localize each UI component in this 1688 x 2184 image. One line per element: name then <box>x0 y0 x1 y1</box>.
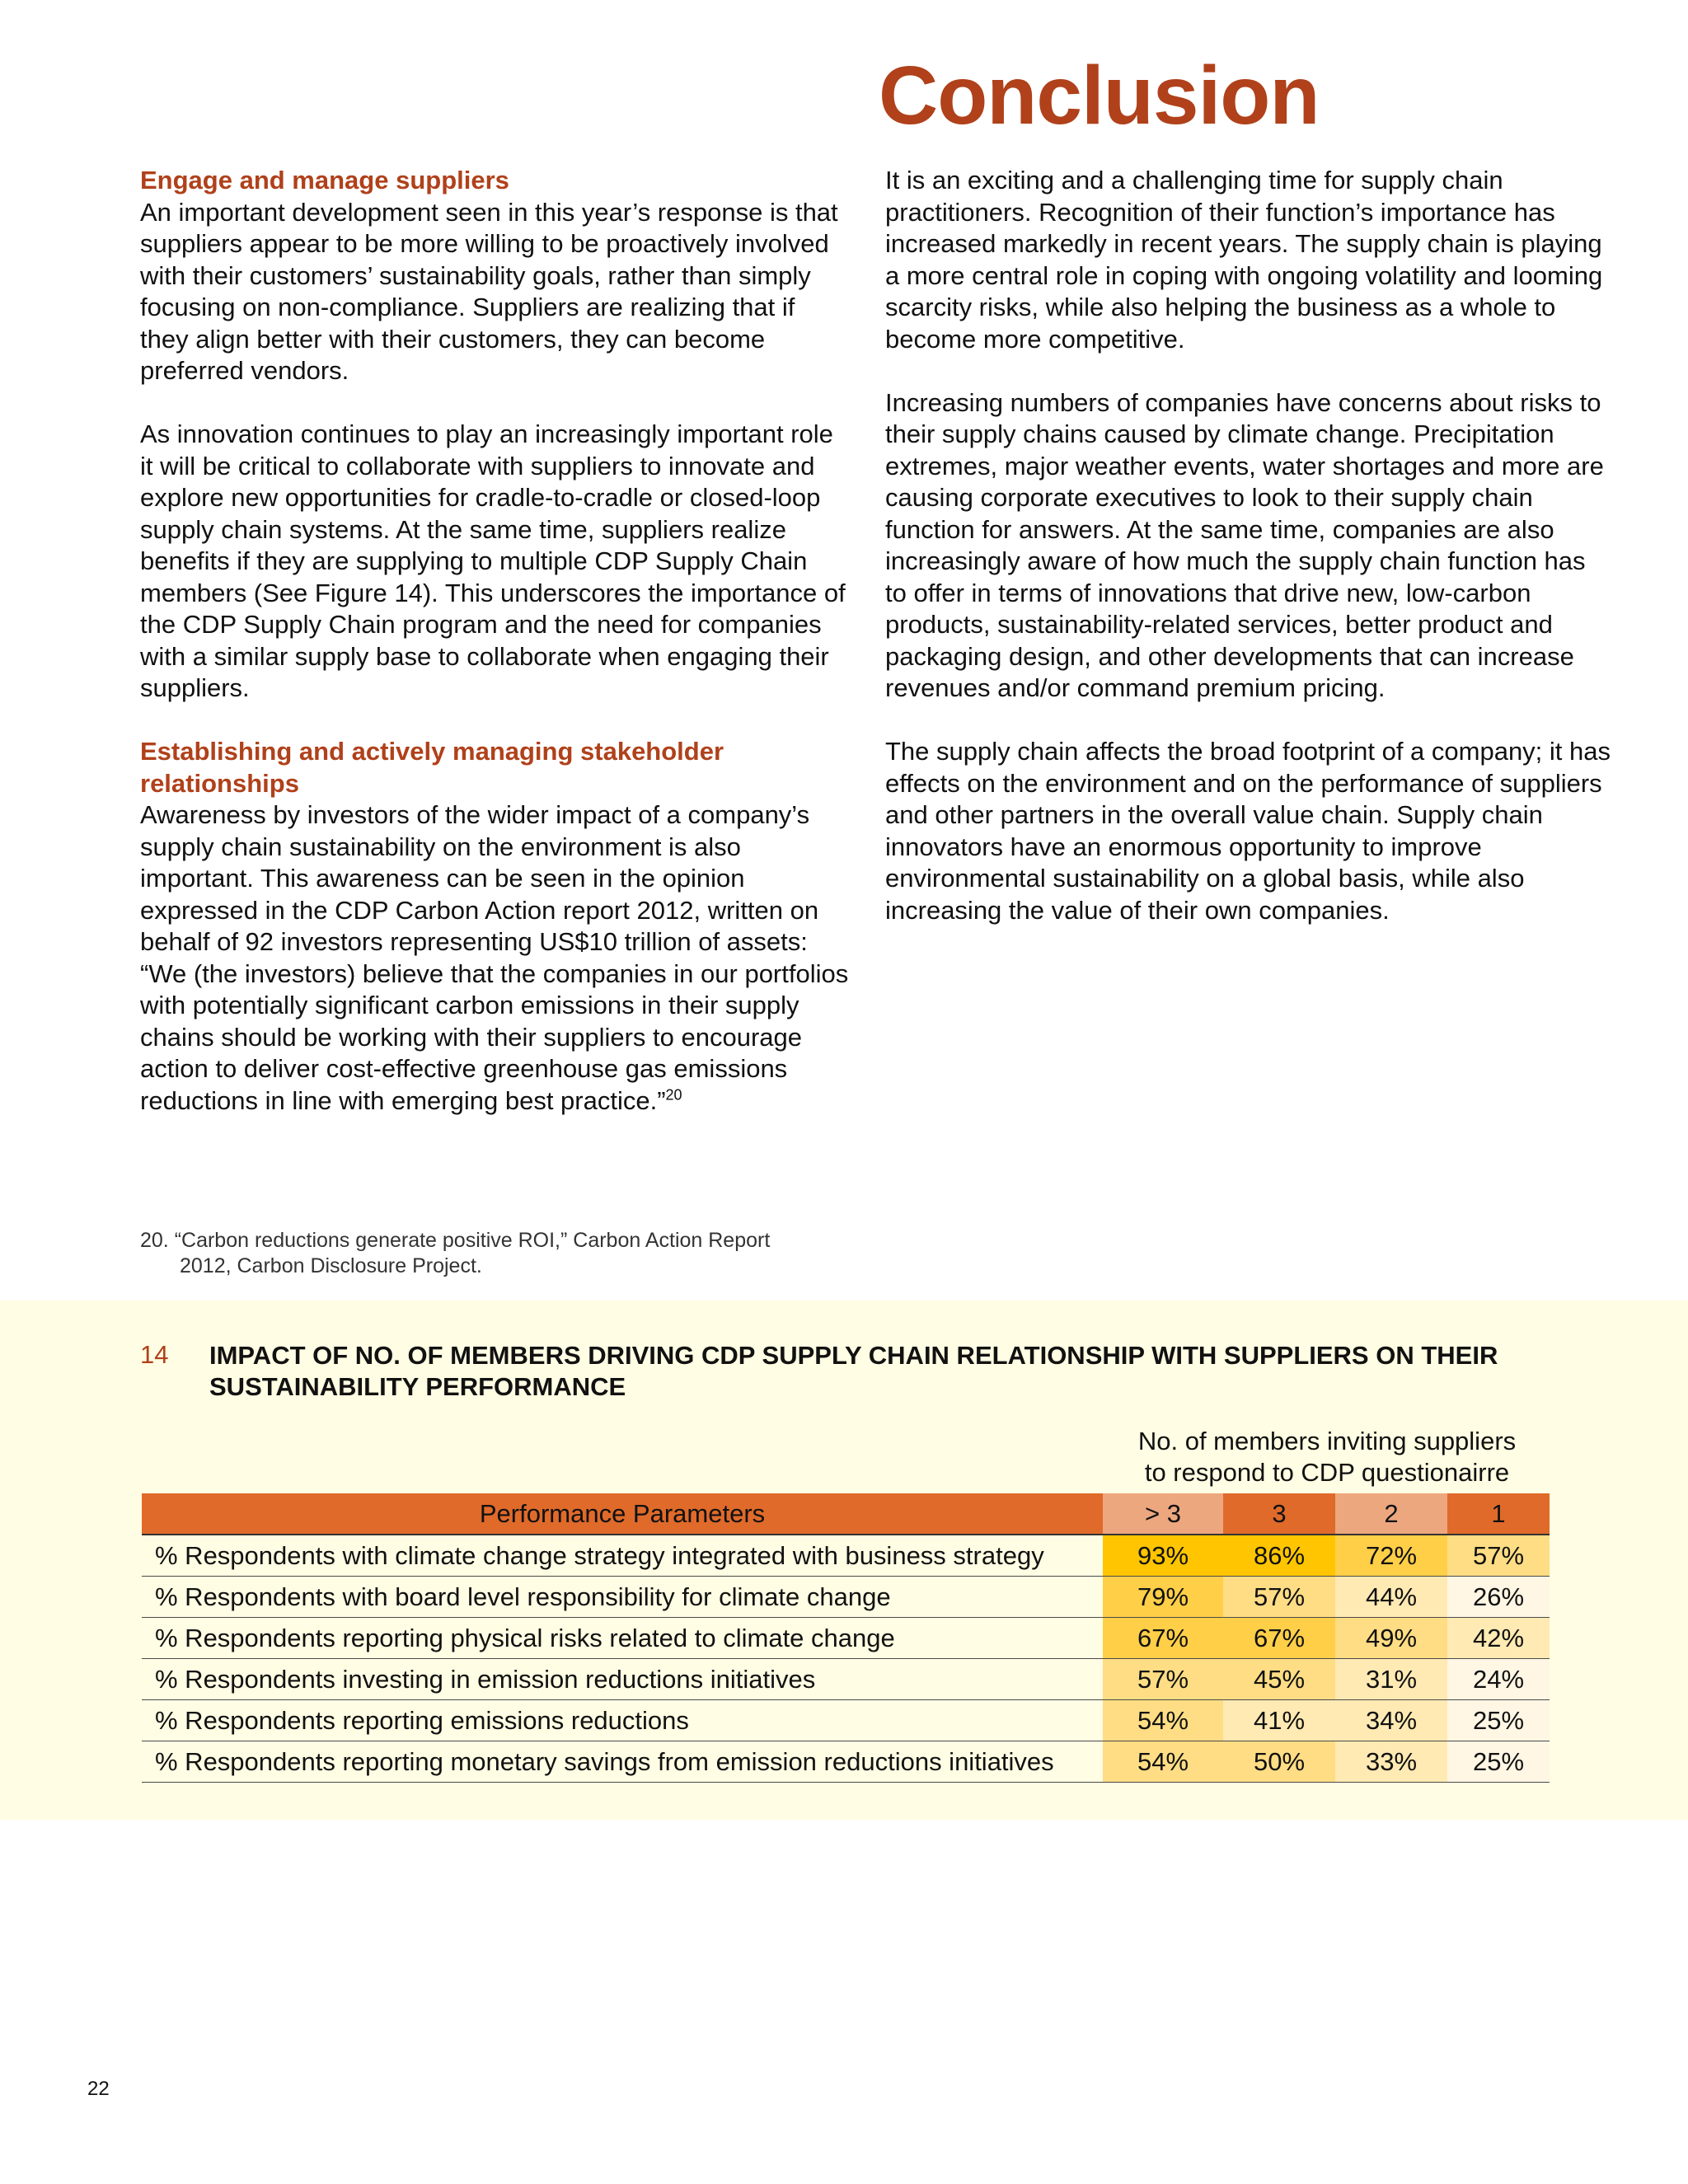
row-label: % Respondents with climate change strategy integrated with business strategy <box>142 1535 1103 1577</box>
paragraph-conclusion-2: Increasing numbers of companies have concerns about risks to their supply chains caused by climate change. Precipitation extremes, major weather events, water shortages and more are causing corporate executives to look to their supply chain function for answers. At the same time, companies are also increasingly aware of how much the supply chain function has to offer in terms of innovations that drive new, low-carbon products, sustainability-related services, better product and packaging design, and other developments that can increase revenues and/or command premium pricing. <box>885 387 1604 702</box>
footnote-line-2: 2012, Carbon Disclosure Project. <box>180 1254 482 1277</box>
performance-table <box>142 1493 1550 1783</box>
table-row <box>142 1741 1550 1783</box>
table-cell: 50% <box>1223 1741 1335 1783</box>
members-header-line-2: to respond to CDP questionairre <box>1144 1458 1510 1487</box>
header-members-2: 2 <box>1335 1493 1447 1535</box>
table-cell: 26% <box>1447 1577 1550 1618</box>
section-heading-engage-suppliers: Engage and manage suppliers <box>140 166 509 194</box>
table-cell: 42% <box>1447 1618 1550 1659</box>
table-cell: 57% <box>1103 1659 1223 1700</box>
left-column <box>140 165 849 1149</box>
figure-number: 14 <box>140 1340 169 1369</box>
table-cell: 57% <box>1223 1577 1335 1618</box>
table-cell: 57% <box>1447 1535 1550 1577</box>
table-cell: 54% <box>1103 1700 1223 1741</box>
table-header-row <box>142 1493 1550 1535</box>
page-title: Conclusion <box>879 49 1320 142</box>
row-label: % Respondents reporting physical risks related to climate change <box>142 1618 1103 1659</box>
footnote-ref: 20 <box>665 1086 682 1104</box>
table-cell: 67% <box>1103 1618 1223 1659</box>
footnote-line-1: 20. “Carbon reductions generate positive ROI,” Carbon Action Report <box>140 1229 771 1252</box>
members-column-header <box>1104 1426 1550 1488</box>
header-members-3: 3 <box>1223 1493 1335 1535</box>
table-cell: 54% <box>1103 1741 1223 1783</box>
members-header-line-1: No. of members inviting suppliers <box>1137 1427 1517 1455</box>
table-cell: 49% <box>1335 1618 1447 1659</box>
header-members-gt3: > 3 <box>1103 1493 1223 1535</box>
section-heading-stakeholder-relationships: Establishing and actively managing stakeholder relationships <box>140 737 724 798</box>
table-row <box>142 1618 1550 1659</box>
paragraph-conclusion-3: The supply chain affects the broad footprint of a company; it has effects on the environment and on the performance of suppliers and other partners in the overall value chain. Supply chain innovators have an enormous opportunity to improve environmental sustainability on a global basis, while also increasing the value of their own companies. <box>885 737 1611 925</box>
row-label: % Respondents reporting emissions reductions <box>142 1700 1103 1741</box>
table-cell: 44% <box>1335 1577 1447 1618</box>
table-cell: 72% <box>1335 1535 1447 1577</box>
paragraph-conclusion-1: It is an exciting and a challenging time for supply chain practitioners. Recognition of their function’s importance has increased markedly in recent years. The supply chain is playing a more central role in coping with ongoing volatility and looming scarcity risks, while also helping the business as a whole to become more competitive. <box>885 166 1603 354</box>
right-column <box>885 165 1611 958</box>
paragraph-engage-suppliers-2: As innovation continues to play an increasingly important role it will be critical to collaborate with suppliers to innovate and explore new opportunities for cradle-to-cradle or closed-loop supply chain systems. At the same time, suppliers realize benefits if they are supplying to multiple CDP Supply Chain members (See Figure 14). This underscores the importance of the CDP Supply Chain program and the need for companies with a similar supply base to collaborate when engaging their suppliers. <box>140 419 846 702</box>
table-cell: 86% <box>1223 1535 1335 1577</box>
table-cell: 25% <box>1447 1741 1550 1783</box>
table-cell: 33% <box>1335 1741 1447 1783</box>
table-cell: 93% <box>1103 1535 1223 1577</box>
table-cell: 24% <box>1447 1659 1550 1700</box>
table-row <box>142 1577 1550 1618</box>
row-label: % Respondents investing in emission reductions initiatives <box>142 1659 1103 1700</box>
row-label: % Respondents with board level responsibility for climate change <box>142 1577 1103 1618</box>
page-number: 22 <box>87 2078 110 2100</box>
table-cell: 79% <box>1103 1577 1223 1618</box>
figure-title: IMPACT OF NO. OF MEMBERS DRIVING CDP SUPPLY CHAIN RELATIONSHIP WITH SUPPLIERS ON THEIR SUSTAINABILITY PERFORMANCE <box>209 1341 1498 1401</box>
header-members-1: 1 <box>1447 1493 1550 1535</box>
table-cell: 41% <box>1223 1700 1335 1741</box>
table-cell: 67% <box>1223 1618 1335 1659</box>
table-cell: 31% <box>1335 1659 1447 1700</box>
row-label: % Respondents reporting monetary savings from emission reductions initiatives <box>142 1741 1103 1783</box>
table-cell: 34% <box>1335 1700 1447 1741</box>
table-row <box>142 1700 1550 1741</box>
table-row <box>142 1535 1550 1577</box>
footnote <box>140 1228 816 1279</box>
paragraph-stakeholder-relationships <box>140 799 849 1117</box>
table-row <box>142 1659 1550 1700</box>
table-cell: 45% <box>1223 1659 1335 1700</box>
paragraph-stakeholder-text: Awareness by investors of the wider impact of a company’s supply chain sustainability on the environment is also important. This awareness can be seen in the opinion expressed in the CDP Carbon Action report 2012, written on behalf of 92 investors representing US$10 trillion of assets: “We (the investors) believe that the companies in our portfolios with potentially significant carbon emissions in their supply chains should be working with their suppliers to encourage action to deliver cost-effective greenhouse gas emissions reductions in line with emerging best practice.” <box>140 800 849 1115</box>
table-cell: 25% <box>1447 1700 1550 1741</box>
paragraph-engage-suppliers-1: An important development seen in this year’s response is that suppliers appear to be more willing to be proactively involved with their customers’ sustainability goals, rather than simply focusing on non-compliance. Suppliers are realizing that if they align better with their customers, they can become preferred vendors. <box>140 197 838 385</box>
header-performance-parameters: Performance Parameters <box>142 1493 1103 1535</box>
